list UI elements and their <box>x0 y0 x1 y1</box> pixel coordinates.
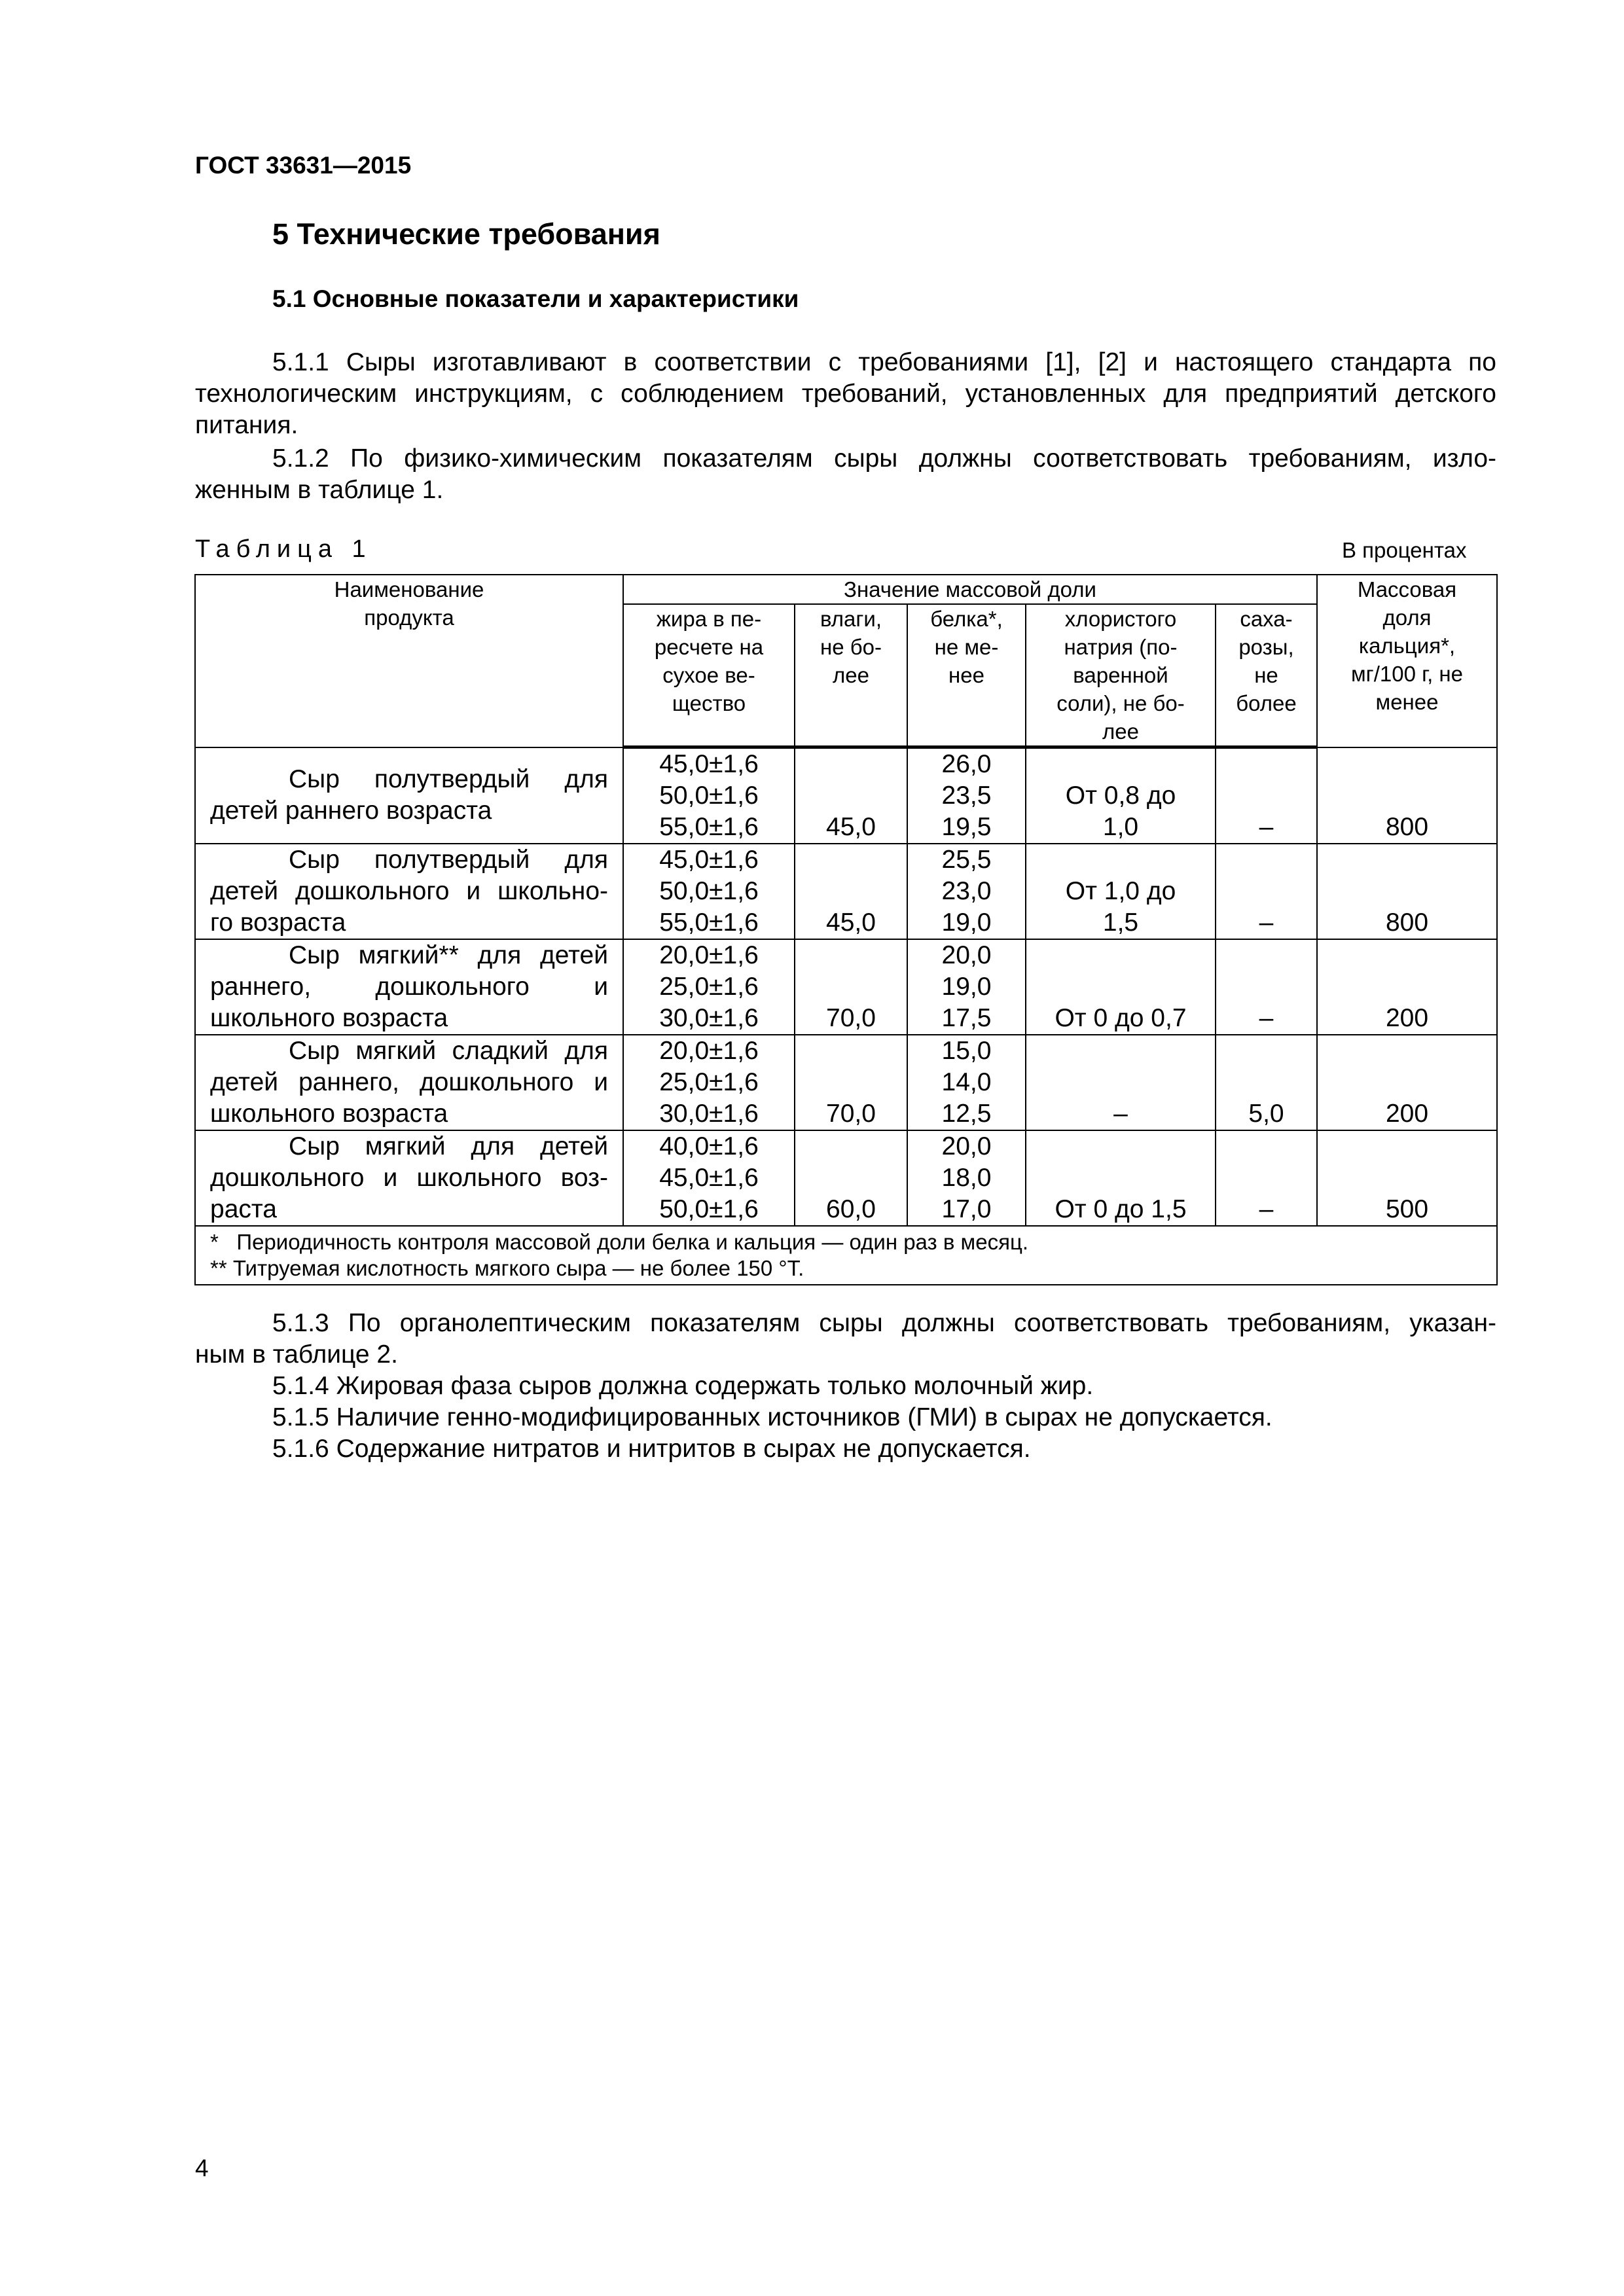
header-salt: хлористого натрия (по- варенной соли), не бо- лее <box>1026 604 1216 747</box>
sucrose-cell: – <box>1216 747 1317 844</box>
header-mass-fraction-group: Значение массовой доли <box>623 575 1317 604</box>
footnote: ** Титруемая кислотность мягкого сыра — не более 150 °Т. <box>210 1256 804 1280</box>
product-name-cell: Сыр полутвердый для детей дошкольного и школьно- го возраста <box>195 844 623 939</box>
calcium-cell: 800 <box>1317 844 1497 939</box>
product-name-cell: Сыр мягкий для детей дошкольного и школьного воз- раста <box>195 1130 623 1226</box>
calcium-cell: 800 <box>1317 747 1497 844</box>
header-fat: жира в пе- ресчете на сухое ве- щество <box>623 604 795 747</box>
table-row <box>195 747 1497 844</box>
paragraph-5-1-4 <box>195 1371 1496 1402</box>
text-line: технологическим инструкциям, с соблюдением требований, установленных для предприятий детского <box>195 380 1496 408</box>
text-line: 5.1.2 По физико-химическим показателям сыры должны соответствовать требованиям, изло- <box>272 444 1496 473</box>
table-units: В процентах <box>1342 538 1467 562</box>
product-name-cell: Сыр мягкий сладкий для детей раннего, дошкольного и школьного возраста <box>195 1035 623 1130</box>
fat-cell: 45,0±1,6 50,0±1,6 55,0±1,6 <box>623 747 795 844</box>
fat-cell: 20,0±1,6 25,0±1,6 30,0±1,6 <box>623 1035 795 1130</box>
text-line: 5.1.5 Наличие генно-модифицированных источников (ГМИ) в сырах не допускается. <box>272 1403 1272 1431</box>
sucrose-cell: – <box>1216 1130 1317 1226</box>
paragraph-5-1-3 <box>195 1308 1496 1371</box>
moisture-cell: 70,0 <box>795 939 907 1035</box>
text-line: питания. <box>195 411 298 439</box>
section-heading: 5 Технические требования <box>272 217 660 251</box>
table-row <box>195 844 1497 939</box>
product-name-cell: Сыр мягкий** для детей раннего, дошкольного и школьного возраста <box>195 939 623 1035</box>
moisture-cell: 70,0 <box>795 1035 907 1130</box>
fat-cell: 45,0±1,6 50,0±1,6 55,0±1,6 <box>623 844 795 939</box>
text-line: ным в таблице 2. <box>195 1340 398 1369</box>
fat-cell: 40,0±1,6 45,0±1,6 50,0±1,6 <box>623 1130 795 1226</box>
salt-cell: От 1,0 до 1,5 <box>1026 844 1216 939</box>
table-header-row <box>195 575 1497 604</box>
paragraph-5-1-2 <box>195 443 1496 506</box>
table-row <box>195 939 1497 1035</box>
header-sucrose: саха- розы, не более <box>1216 604 1317 747</box>
footnote: * Периодичность контроля массовой доли белка и кальция — один раз в месяц. <box>210 1230 1029 1254</box>
table-1 <box>194 574 1498 1285</box>
protein-cell: 15,0 14,0 12,5 <box>907 1035 1026 1130</box>
protein-cell: 25,5 23,0 19,0 <box>907 844 1026 939</box>
paragraph-5-1-6 <box>195 1433 1496 1465</box>
header-moisture: влаги, не бо- лее <box>795 604 907 747</box>
paragraph-5-1-1 <box>195 347 1496 441</box>
salt-cell: От 0 до 1,5 <box>1026 1130 1216 1226</box>
protein-cell: 20,0 18,0 17,0 <box>907 1130 1026 1226</box>
protein-cell: 26,0 23,5 19,5 <box>907 747 1026 844</box>
protein-cell: 20,0 19,0 17,5 <box>907 939 1026 1035</box>
salt-cell: От 0,8 до 1,0 <box>1026 747 1216 844</box>
table-footnotes <box>195 1226 1497 1285</box>
sucrose-cell: – <box>1216 939 1317 1035</box>
text-line: 5.1.6 Содержание нитратов и нитритов в сырах не допускается. <box>272 1435 1031 1463</box>
table-footnotes-row <box>195 1226 1497 1285</box>
moisture-cell: 45,0 <box>795 844 907 939</box>
calcium-cell: 200 <box>1317 939 1497 1035</box>
table-caption: Таблица 1 <box>195 535 372 563</box>
product-name-cell: Сыр полутвердый для детей раннего возраста <box>195 747 623 844</box>
fat-cell: 20,0±1,6 25,0±1,6 30,0±1,6 <box>623 939 795 1035</box>
header-protein: белка*, не ме- нее <box>907 604 1026 747</box>
text-line: 5.1.3 По органолептическим показателям сыры должны соответствовать требованиям, указан- <box>272 1309 1496 1337</box>
moisture-cell: 60,0 <box>795 1130 907 1226</box>
table-row <box>195 1130 1497 1226</box>
calcium-cell: 500 <box>1317 1130 1497 1226</box>
text-line: женным в таблице 1. <box>195 476 444 504</box>
document-code: ГОСТ 33631—2015 <box>195 152 412 179</box>
calcium-cell: 200 <box>1317 1035 1497 1130</box>
header-product-name: Наименование продукта <box>195 575 623 747</box>
paragraph-5-1-5 <box>195 1402 1496 1433</box>
header-calcium: Массовая доля кальция*, мг/100 г, не менее <box>1317 575 1497 747</box>
subsection-heading: 5.1 Основные показатели и характеристики <box>272 285 799 312</box>
sucrose-cell: 5,0 <box>1216 1035 1317 1130</box>
text-line: 5.1.4 Жировая фаза сыров должна содержать только молочный жир. <box>272 1372 1094 1400</box>
salt-cell: От 0 до 0,7 <box>1026 939 1216 1035</box>
salt-cell: – <box>1026 1035 1216 1130</box>
table-row <box>195 1035 1497 1130</box>
page-number: 4 <box>195 2155 209 2181</box>
moisture-cell: 45,0 <box>795 747 907 844</box>
sucrose-cell: – <box>1216 844 1317 939</box>
text-line: 5.1.1 Сыры изготавливают в соответствии с требованиями [1], [2] и настоящего стандарта по <box>272 348 1496 376</box>
